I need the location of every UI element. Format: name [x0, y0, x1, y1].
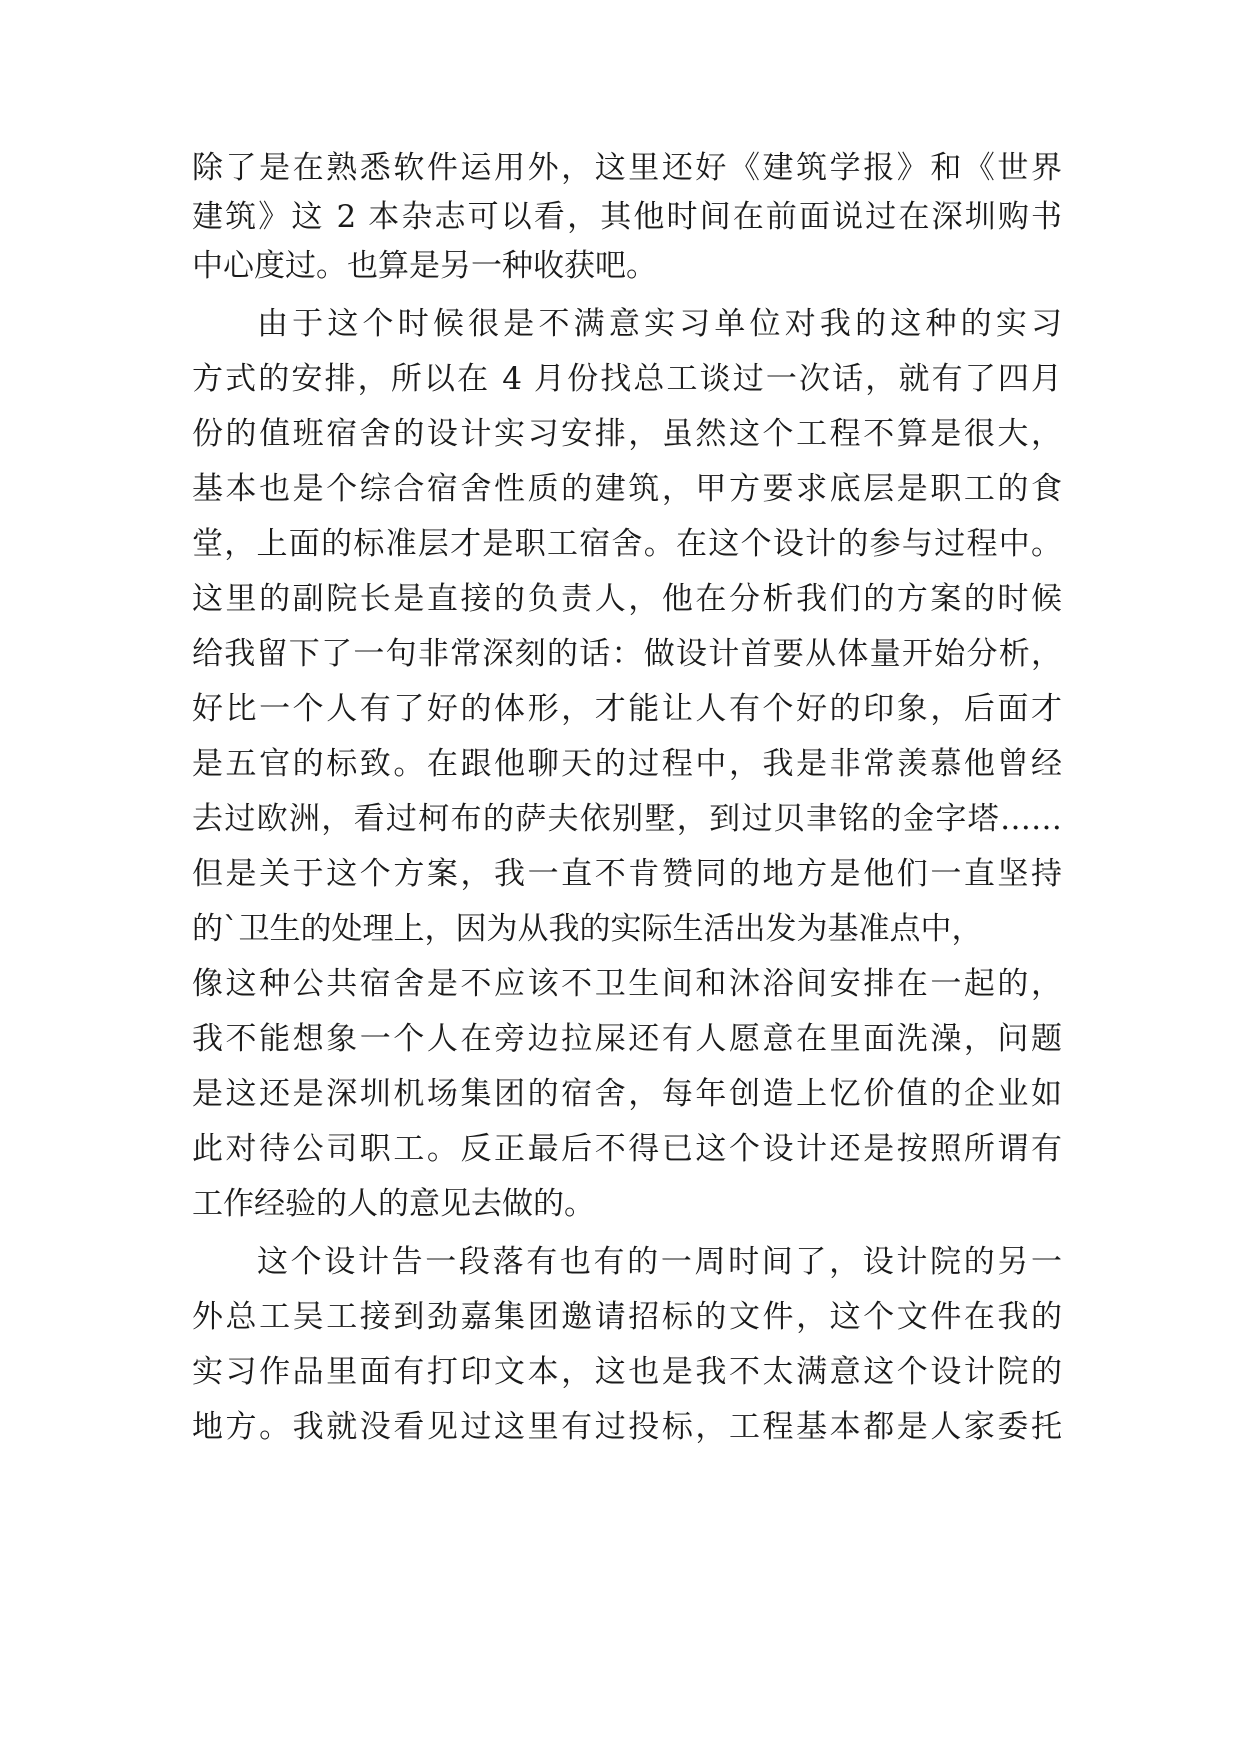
text-line: 实习作品里面有打印文本，这也是我不太满意这个设计院的 — [192, 1354, 1062, 1390]
text-line: 的`卫生的处理上，因为从我的实际生活出发为基准点中， — [192, 911, 983, 947]
text-line: 我不能想象一个人在旁边拉屎还有人愿意在里面洗澡，问题 — [192, 1021, 1062, 1057]
text-line: 基本也是个综合宿舍性质的建筑，甲方要求底层是职工的食 — [192, 471, 1062, 507]
text-line: 堂，上面的标准层才是职工宿舍。在这个设计的参与过程中。 — [192, 526, 1062, 562]
text-line: 中心度过。也算是另一种收获吧。 — [192, 248, 657, 284]
text-line: 是这还是深圳机场集团的宿舍，每年创造上忆价值的企业如 — [192, 1076, 1062, 1112]
text-line: 这里的副院长是直接的负责人，他在分析我们的方案的时候 — [192, 581, 1062, 617]
text-line: 方式的安排，所以在 4 月份找总工谈过一次话，就有了四月 — [192, 361, 1062, 397]
paragraph-first-line: 这个设计告一段落有也有的一周时间了，设计院的另一 — [257, 1244, 1062, 1280]
text-line: 去过欧洲，看过柯布的萨夫依别墅，到过贝聿铭的金字塔…… — [192, 801, 1062, 837]
text-line: 建筑》这 2 本杂志可以看，其他时间在前面说过在深圳购书 — [192, 199, 1062, 235]
paragraph-first-line: 由于这个时候很是不满意实习单位对我的这种的实习 — [257, 306, 1062, 342]
text-line: 地方。我就没看见过这里有过投标，工程基本都是人家委托 — [192, 1409, 1062, 1445]
text-line: 份的值班宿舍的设计实习安排，虽然这个工程不算是很大， — [192, 416, 1062, 452]
text-line: 除了是在熟悉软件运用外，这里还好《建筑学报》和《世界 — [192, 150, 1062, 186]
text-line: 是五官的标致。在跟他聊天的过程中，我是非常羡慕他曾经 — [192, 746, 1062, 782]
text-line: 此对待公司职工。反正最后不得已这个设计还是按照所谓有 — [192, 1131, 1062, 1167]
text-line: 但是关于这个方案，我一直不肯赞同的地方是他们一直坚持 — [192, 856, 1062, 892]
text-line: 给我留下了一句非常深刻的话：做设计首要从体量开始分析， — [192, 636, 1062, 672]
text-line: 像这种公共宿舍是不应该不卫生间和沐浴间安排在一起的， — [192, 966, 1062, 1002]
text-line: 好比一个人有了好的体形，才能让人有个好的印象，后面才 — [192, 691, 1062, 727]
text-line: 外总工吴工接到劲嘉集团邀请招标的文件，这个文件在我的 — [192, 1299, 1062, 1335]
text-line: 工作经验的人的意见去做的。 — [192, 1186, 595, 1222]
